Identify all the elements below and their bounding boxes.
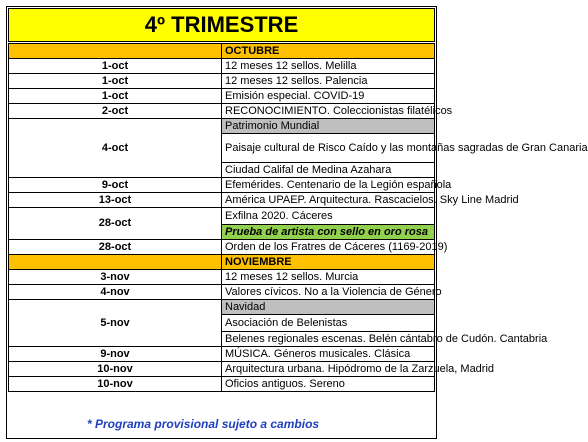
event-cell: 12 meses 12 sellos. Melilla bbox=[222, 59, 435, 74]
event-cell: Asociación de Belenistas bbox=[222, 315, 435, 332]
schedule-table bbox=[8, 43, 588, 392]
provisional-note: * Programa provisional sujeto a cambios bbox=[87, 417, 320, 431]
event-cell: Emisión especial. COVID-19 bbox=[222, 89, 435, 104]
table-row bbox=[9, 208, 435, 225]
event-cell: Arquitectura urbana. Hipódromo de la Zarzuela, Madrid bbox=[222, 362, 435, 377]
date-cell: 9-nov bbox=[9, 347, 222, 362]
month-header-row bbox=[9, 44, 435, 59]
event-cell: Paisaje cultural de Risco Caído y las montañas sagradas de Gran Canaria bbox=[222, 134, 435, 163]
month-october-label: OCTUBRE bbox=[225, 44, 280, 57]
table-row bbox=[9, 270, 435, 285]
date-cell: 5-nov bbox=[9, 300, 222, 347]
table-row bbox=[9, 59, 435, 74]
event-cell: Belenes regionales escenas. Belén cántabro de Cudón. Cantabria bbox=[222, 332, 435, 347]
date-cell: 4-nov bbox=[9, 285, 222, 300]
table-row bbox=[9, 178, 435, 193]
group-header-cell: Patrimonio Mundial bbox=[222, 119, 435, 134]
event-cell: Efemérides. Centenario de la Legión española bbox=[222, 178, 435, 193]
schedule-frame bbox=[6, 6, 588, 439]
event-cell: Oficios antiguos. Sereno bbox=[222, 377, 435, 392]
event-cell: Ciudad Califal de Medina Azahara bbox=[222, 163, 435, 178]
event-cell: RECONOCIMIENTO. Coleccionistas filatélicos bbox=[222, 104, 435, 119]
month-october bbox=[222, 44, 435, 59]
event-cell: Valores cívicos. No a la Violencia de Género bbox=[222, 285, 435, 300]
table-row bbox=[9, 119, 435, 134]
table-row bbox=[9, 347, 435, 362]
month-header-row bbox=[9, 255, 435, 270]
group-header-cell: Navidad bbox=[222, 300, 435, 315]
date-cell: 10-nov bbox=[9, 377, 222, 392]
date-cell: 28-oct bbox=[9, 208, 222, 240]
table-row bbox=[9, 193, 435, 208]
event-cell: MÚSICA. Géneros musicales. Clásica bbox=[222, 347, 435, 362]
event-cell: Exfilna 2020. Cáceres bbox=[222, 208, 435, 225]
event-cell: 12 meses 12 sellos. Palencia bbox=[222, 74, 435, 89]
date-cell: 13-oct bbox=[9, 193, 222, 208]
date-cell: 10-nov bbox=[9, 362, 222, 377]
table-row bbox=[9, 89, 435, 104]
quarter-title: 4º TRIMESTRE bbox=[8, 8, 435, 42]
highlight-event-cell: Prueba de artista con sello en oro rosa bbox=[222, 225, 435, 240]
date-cell: 1-oct bbox=[9, 89, 222, 104]
date-cell: 28-oct bbox=[9, 240, 222, 255]
date-cell: 1-oct bbox=[9, 59, 222, 74]
table-row bbox=[9, 362, 435, 377]
table-row bbox=[9, 74, 435, 89]
date-cell: 4-oct bbox=[9, 119, 222, 178]
table-row bbox=[9, 104, 435, 119]
table-row bbox=[9, 285, 435, 300]
event-cell: América UPAEP. Arquitectura. Rascacielos. Sky Line Madrid bbox=[222, 193, 435, 208]
date-cell: 2-oct bbox=[9, 104, 222, 119]
table-row bbox=[9, 377, 435, 392]
month-header-pad bbox=[9, 255, 222, 270]
event-cell: 12 meses 12 sellos. Murcia bbox=[222, 270, 435, 285]
month-november-label: NOVIEMBRE bbox=[225, 255, 292, 268]
table-row bbox=[9, 240, 435, 255]
month-november bbox=[222, 255, 435, 270]
table-row bbox=[9, 300, 435, 315]
date-cell: 1-oct bbox=[9, 74, 222, 89]
month-header-pad bbox=[9, 44, 222, 59]
date-cell: 9-oct bbox=[9, 178, 222, 193]
date-cell: 3-nov bbox=[9, 270, 222, 285]
event-cell: Orden de los Fratres de Cáceres (1169-2019) bbox=[222, 240, 435, 255]
